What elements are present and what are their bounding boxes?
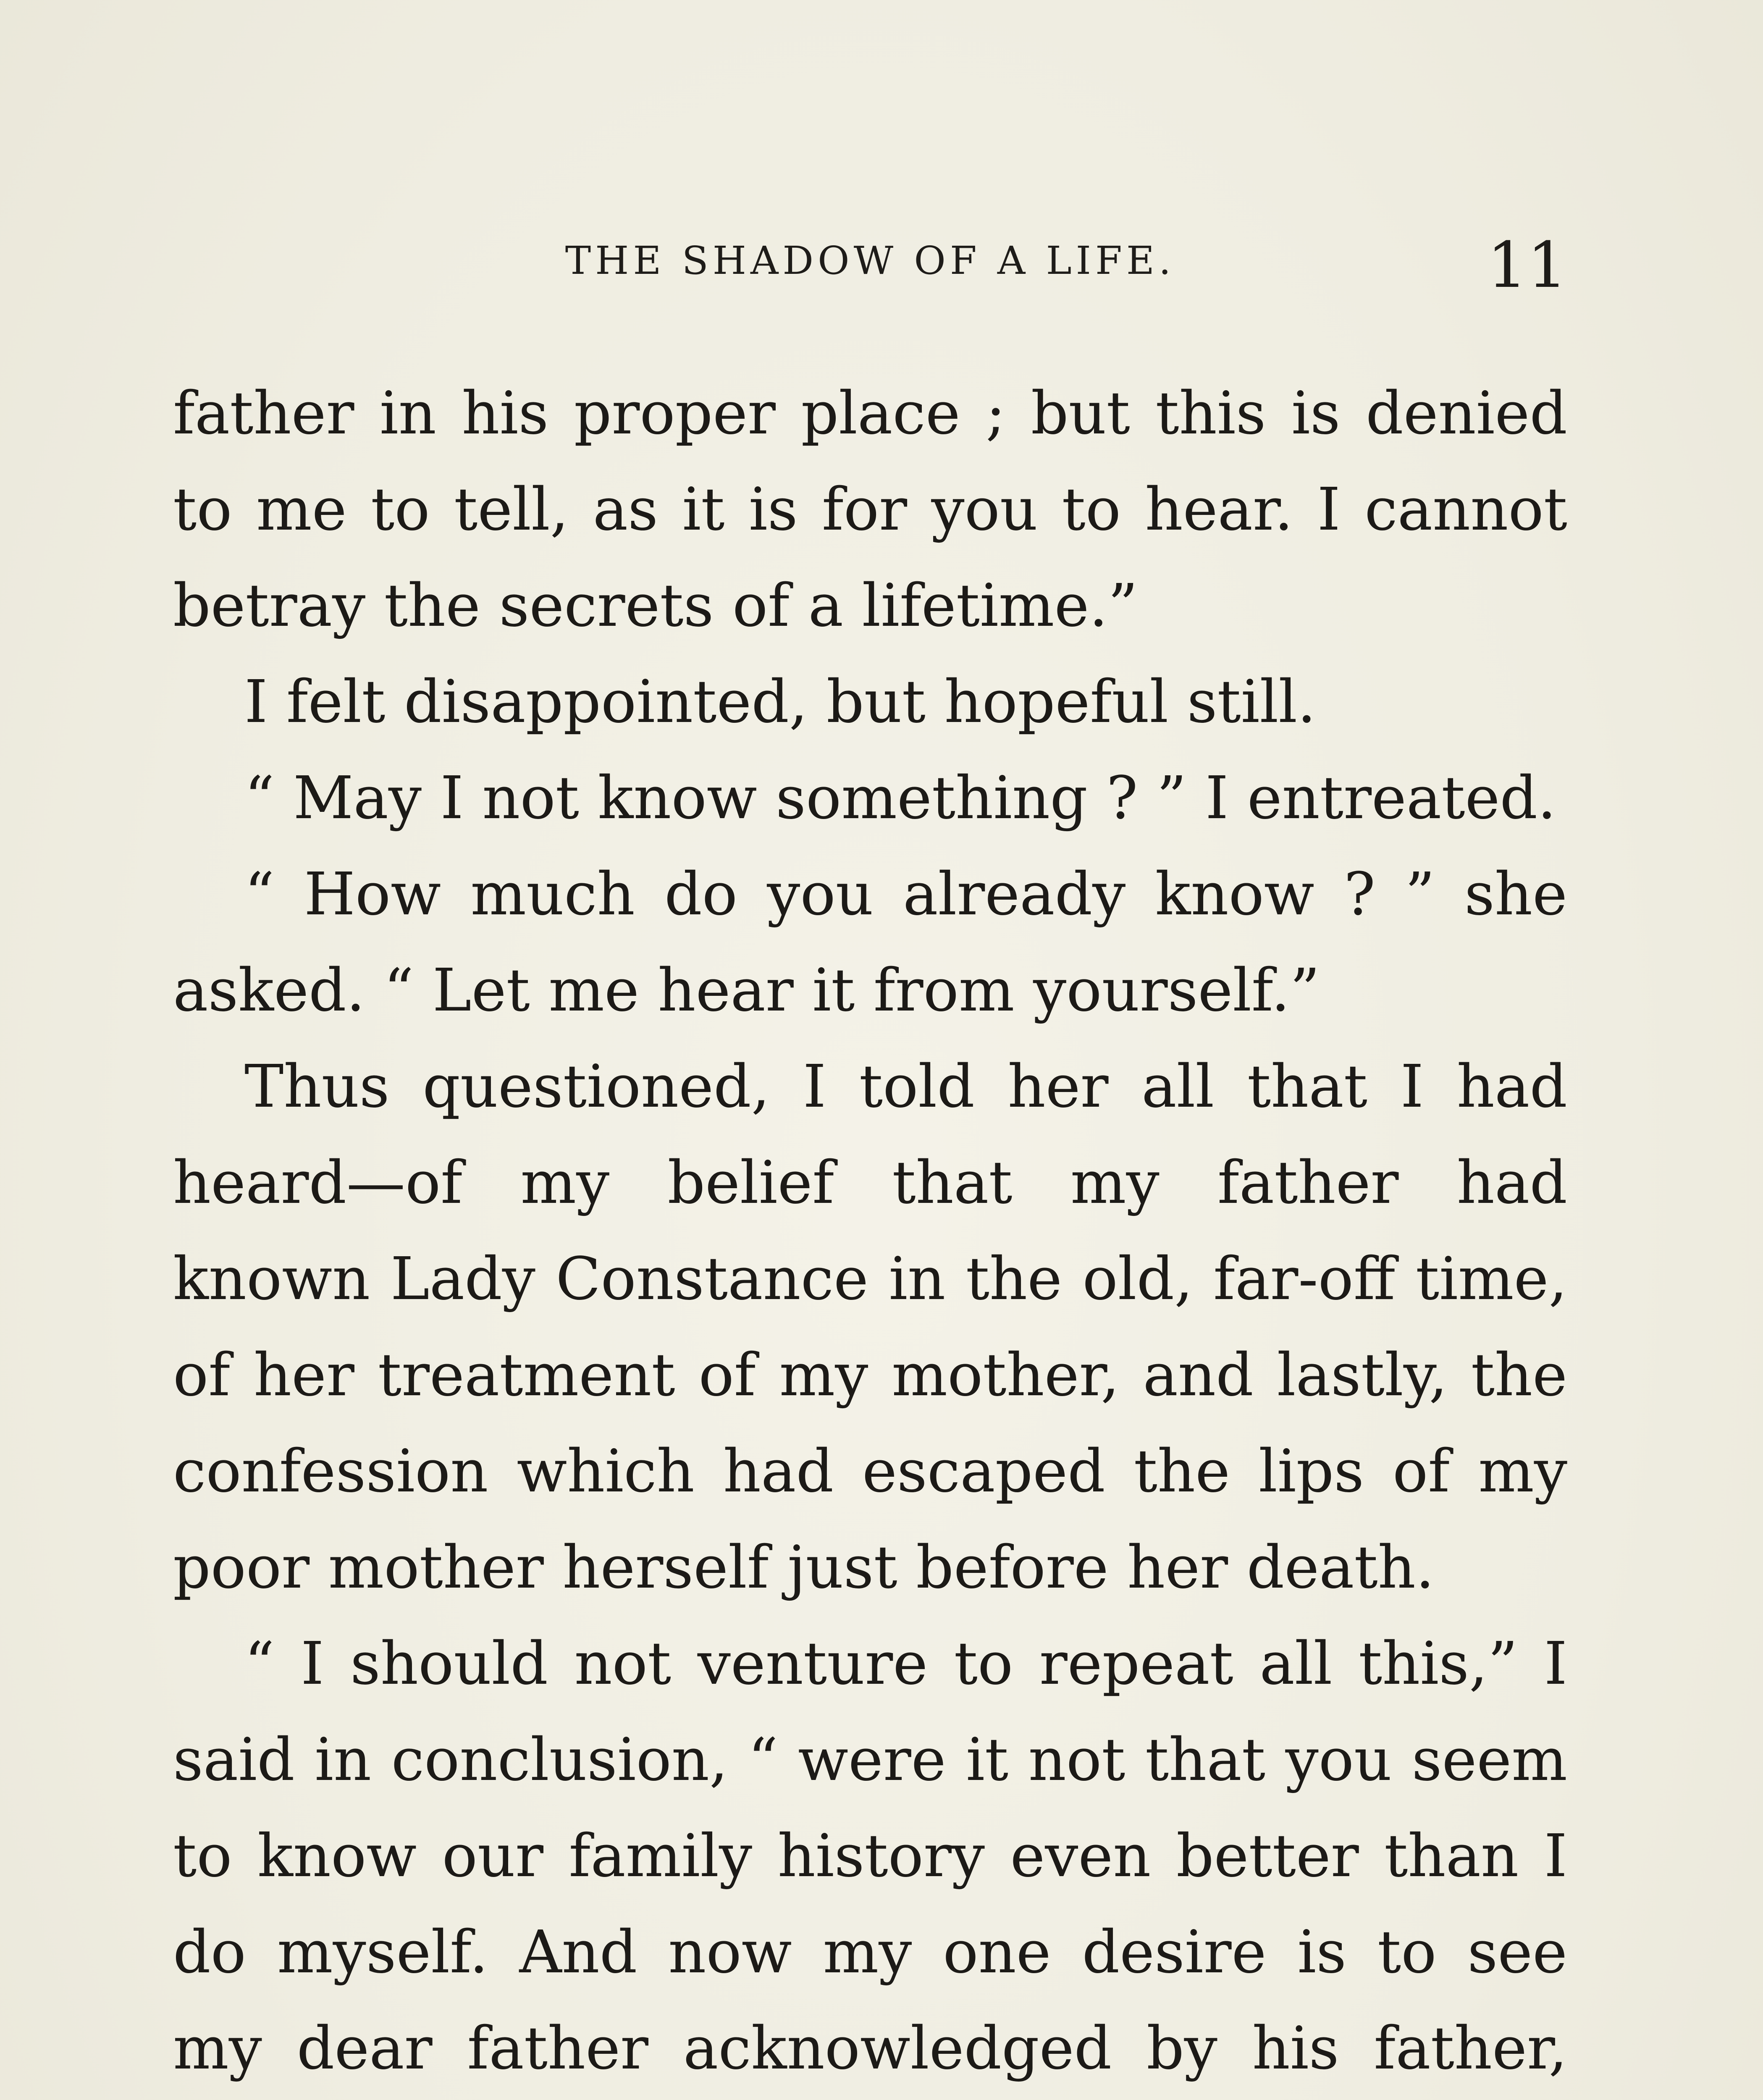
text-line: to know our family history even better than I: [173, 1822, 1567, 1890]
text-line: “ How much do you already know ? ” she: [244, 860, 1567, 929]
running-head: [173, 229, 1567, 302]
text-line: known Lady Constance in the old, far-off time,: [173, 1245, 1567, 1313]
text-line: to me to tell, as it is for you to hear. I cannot: [173, 475, 1567, 544]
page-number: 11: [1487, 229, 1567, 302]
text-line: Thus questioned, I told her all that I had: [244, 1053, 1567, 1121]
text-line: heard—of my belief that my father had: [173, 1149, 1567, 1217]
text-line: “ I should not venture to repeat all this,” I: [244, 1630, 1567, 1698]
text-line: [173, 2097, 1567, 2100]
running-title: THE SHADOW OF A LIFE.: [565, 238, 1175, 283]
text-line: of her treatment of my mother, and lastly, the: [173, 1341, 1567, 1410]
text-line: confession which had escaped the lips of my: [173, 1437, 1567, 1506]
text-line: “ May I not know something ? ” I entreated.: [244, 764, 1556, 832]
text-line: I felt disappointed, but hopeful still.: [244, 668, 1316, 736]
body-text: [173, 365, 1567, 2100]
text-line: father in his proper place ; but this is denied: [173, 379, 1567, 448]
text-line: poor mother herself just before her death.: [173, 1533, 1435, 1602]
text-line: do myself. And now my one desire is to see: [173, 1918, 1567, 1987]
text-line: said in conclusion, “ were it not that you seem: [173, 1726, 1567, 1794]
text-line: my dear father acknowledged by his father,: [173, 2014, 1567, 2083]
text-line: betray the secrets of a lifetime.”: [173, 572, 1138, 640]
text-line: asked. “ Let me hear it from yourself.”: [173, 956, 1320, 1025]
